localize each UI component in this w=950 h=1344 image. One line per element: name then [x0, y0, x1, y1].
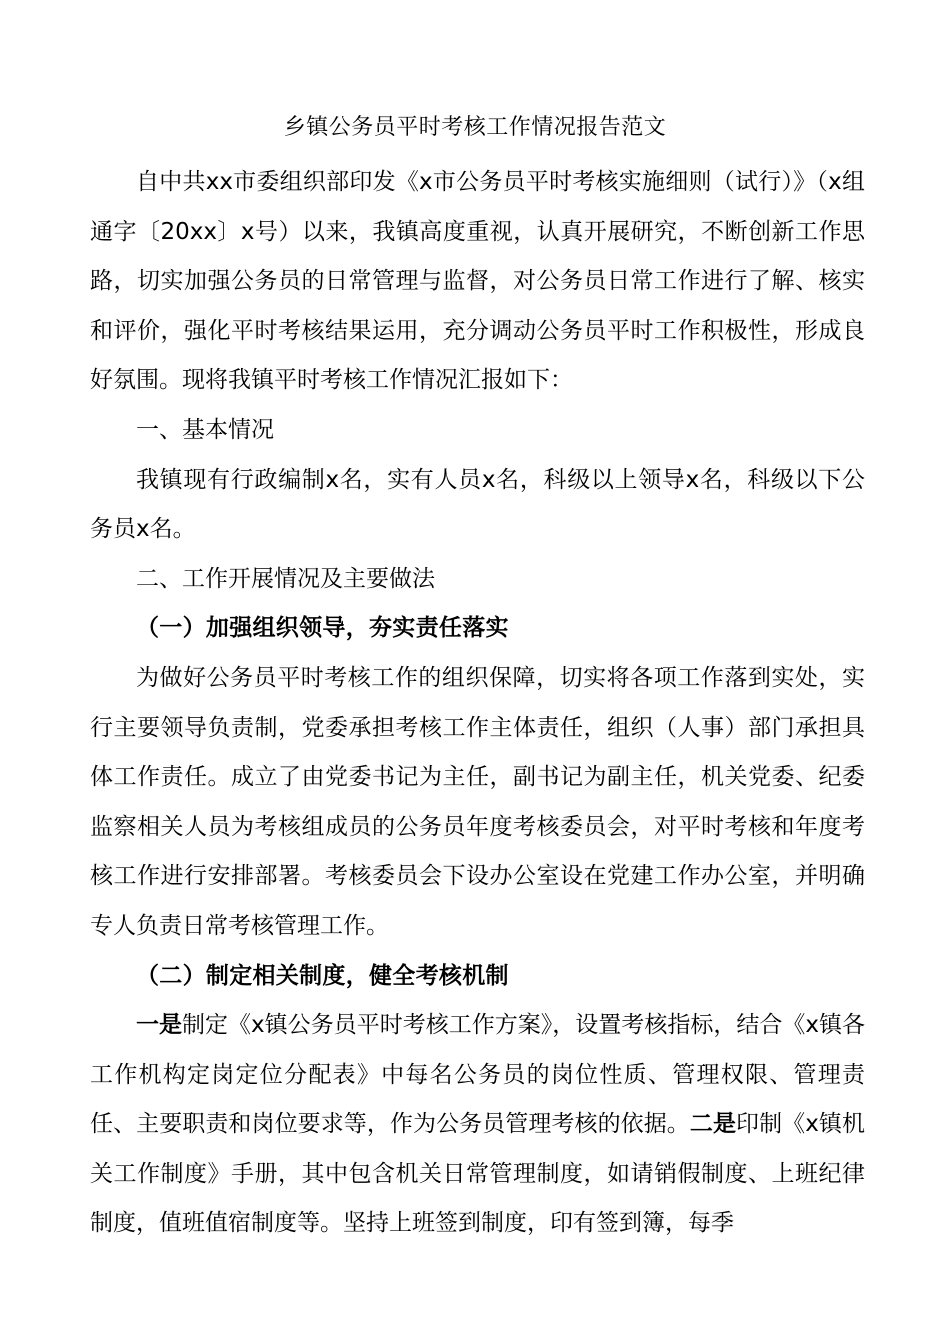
intro-paragraph: 自中共xx市委组织部印发《x市公务员平时考核实施细则（试行）》（x组通字〔20xx〕x号）以来，我镇高度重视，认真开展研究，不断创新工作思路，切实加强公务员的日常管理与监督，对公务员日常工作进行了解、核实和评价，强化平时考核结果运用，充分调动公务员平时工作积极性，形成良好氛围。现将我镇平时考核工作情况汇报如下： [90, 169, 865, 394]
point-one-label: 一是 [136, 1012, 183, 1039]
point-one-text: 制定《x镇公务员平时考核工作方案》，设置考核指标，结合《x镇各工作机构定岗定位分配表》中每名公务员的岗位性质、管理权限、管理责任、主要职责和岗位要求等，作为公务员管理考核的依据。 [90, 1012, 866, 1138]
document-body [90, 158, 865, 1249]
basic-info-paragraph: 我镇现有行政编制x名，实有人员x名，科级以上领导x名，科级以下公务员x名。 [90, 466, 865, 543]
institutions-paragraph [90, 1001, 865, 1249]
leadership-paragraph: 为做好公务员平时考核工作的组织保障，切实将各项工作落到实处，实行主要领导负责制，党委承担考核工作主体责任，组织（人事）部门承担具体工作责任。成立了由党委书记为主任，副书记为副主任，机关党委、纪委监察相关人员为考核组成员的公务员年度考核委员会，对平时考核和年度考核工作进行安排部署。考核委员会下设办公室设在党建工作办公室，并明确专人负责日常考核管理工作。 [90, 664, 865, 939]
document-title: 乡镇公务员平时考核工作情况报告范文 [283, 115, 667, 140]
subsection-heading-institutions: （二）制定相关制度，健全考核机制 [136, 962, 509, 989]
point-two-label: 二是 [689, 1111, 737, 1138]
section-heading-work-progress: 二、工作开展情况及主要做法 [136, 565, 435, 592]
point-two-text: 印制《x镇机关工作制度》手册，其中包含机关日常管理制度，如请销假制度、上班纪律制度，值班值宿制度等。坚持上班签到制度，印有签到簿，每季 [90, 1111, 866, 1237]
subsection-heading-leadership: （一）加强组织领导，夯实责任落实 [136, 615, 509, 642]
section-heading-basic-info: 一、基本情况 [136, 416, 274, 443]
